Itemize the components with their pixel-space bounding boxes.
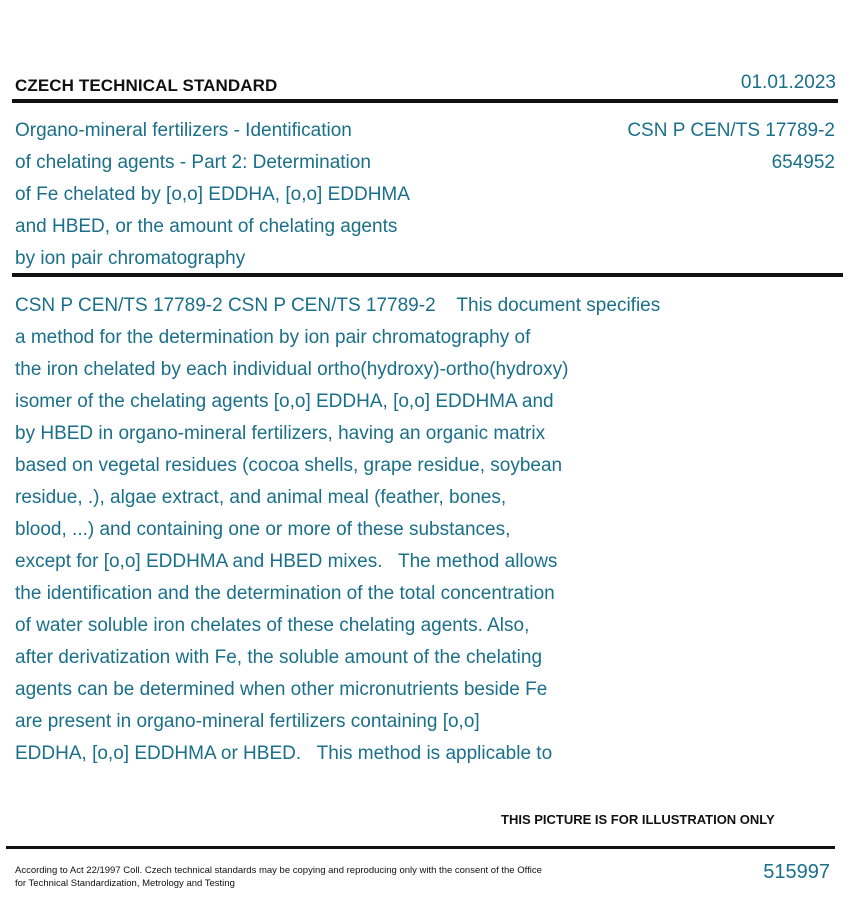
- abstract-line: are present in organo-mineral fertilizers containing [o,o]: [15, 711, 480, 732]
- abstract-line: based on vegetal residues (cocoa shells, grape residue, soybean: [15, 455, 563, 476]
- abstract-line: a method for the determination by ion pair chromatography of: [15, 327, 531, 348]
- abstract-line: of water soluble iron chelates of these chelating agents. Also,: [15, 615, 530, 636]
- copyright-line: According to Act 22/1997 Coll. Czech technical standards may be copying and reproducing only with the consent of the Office: [15, 865, 542, 876]
- abstract-text: [15, 290, 755, 770]
- standard-identifiers: [627, 115, 835, 179]
- standard-code: CSN P CEN/TS 17789-2: [627, 120, 835, 141]
- title-line: of chelating agents - Part 2: Determination: [15, 152, 371, 173]
- abstract-line: except for [o,o] EDDHMA and HBED mixes. The method allows: [15, 551, 558, 572]
- title-divider: [12, 273, 843, 277]
- abstract-line: the identification and the determination of the total concentration: [15, 583, 555, 604]
- document-number: 515997: [763, 861, 830, 883]
- abstract-line: EDDHA, [o,o] EDDHMA or HBED. This method is applicable to: [15, 743, 553, 764]
- title-line: of Fe chelated by [o,o] EDDHA, [o,o] EDDHMA: [15, 184, 410, 205]
- abstract-line: residue, .), algae extract, and animal meal (feather, bones,: [15, 487, 507, 508]
- title-line: by ion pair chromatography: [15, 248, 246, 269]
- abstract-line: by HBED in organo-mineral fertilizers, having an organic matrix: [15, 423, 546, 444]
- illustration-disclaimer: THIS PICTURE IS FOR ILLUSTRATION ONLY: [501, 812, 775, 827]
- header-divider: [12, 99, 838, 103]
- catalog-number: 654952: [771, 152, 835, 173]
- abstract-line: agents can be determined when other micronutrients beside Fe: [15, 679, 548, 700]
- copyright-notice: [15, 864, 595, 890]
- footer-divider: [6, 846, 835, 849]
- abstract-line: blood, ...) and containing one or more of these substances,: [15, 519, 511, 540]
- abstract-line: isomer of the chelating agents [o,o] EDDHA, [o,o] EDDHMA and: [15, 391, 554, 412]
- copyright-line: for Technical Standardization, Metrology and Testing: [15, 878, 235, 889]
- title-line: and HBED, or the amount of chelating agents: [15, 216, 398, 237]
- document-type-label: CZECH TECHNICAL STANDARD: [15, 76, 278, 95]
- abstract-line: the iron chelated by each individual ortho(hydroxy)-ortho(hydroxy): [15, 359, 569, 380]
- title-line: Organo-mineral fertilizers - Identification: [15, 120, 352, 141]
- standard-title: [15, 115, 485, 275]
- abstract-line: CSN P CEN/TS 17789-2 CSN P CEN/TS 17789-2 This document specifies: [15, 295, 661, 316]
- publication-date: 01.01.2023: [740, 72, 836, 93]
- abstract-line: after derivatization with Fe, the soluble amount of the chelating: [15, 647, 543, 668]
